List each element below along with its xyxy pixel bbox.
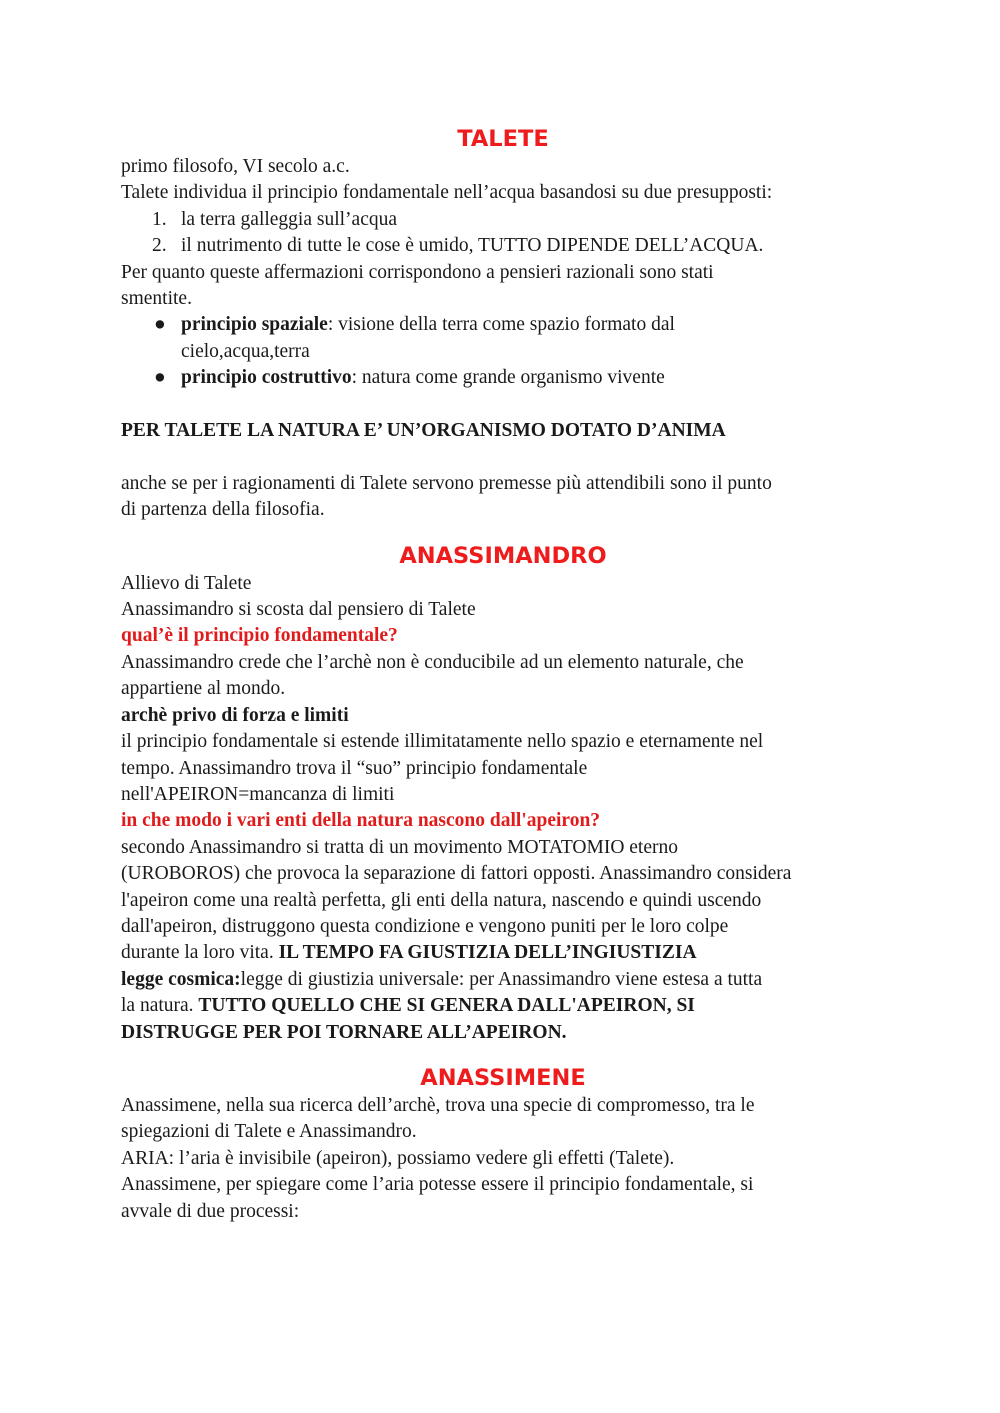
bold-text: TUTTO QUELLO CHE SI GENERA DALL'APEIRON, SI xyxy=(198,995,695,1017)
list-item xyxy=(121,312,891,365)
bullet-text: : visione della terra come spazio formato dal xyxy=(327,314,675,336)
bold-heading: archè privo di forza e limiti xyxy=(121,704,349,726)
paragraph-line xyxy=(121,993,891,1019)
paragraph: ARIA: l’aria è invisibile (apeiron), possiamo vedere gli effetti (Talete). xyxy=(121,1147,675,1169)
bullet-icon: ● xyxy=(154,314,166,336)
bullet-term: principio spaziale xyxy=(181,314,328,336)
paragraph: nell'APEIRON=mancanza di limiti xyxy=(121,783,395,805)
paragraph: primo filosofo, VI secolo a.c. xyxy=(121,156,350,177)
section-title-talete: TALETE xyxy=(457,126,549,152)
paragraph: Anassimandro crede che l’archè non è conducibile ad un elemento naturale, che xyxy=(121,651,744,673)
bold-text: IL TEMPO FA GIUSTIZIA DELL’INGIUSTIZIA xyxy=(278,942,697,964)
paragraph: dall'apeiron, distruggono questa condizione e vengono puniti per le loro colpe xyxy=(121,915,729,937)
paragraph-line xyxy=(121,940,891,966)
paragraph: Allievo di Talete xyxy=(121,572,252,594)
bullet-text: cielo,acqua,terra xyxy=(181,340,310,362)
list-item xyxy=(121,207,891,233)
bold-text: DISTRUGGE PER POI TORNARE ALL’APEIRON. xyxy=(121,1021,567,1043)
section-title-anassimandro: ANASSIMANDRO xyxy=(399,542,607,569)
paragraph: avvale di due processi: xyxy=(121,1200,300,1222)
list-number: 1. xyxy=(152,208,167,230)
paragraph: spiegazioni di Talete e Anassimandro. xyxy=(121,1121,417,1143)
list-item xyxy=(121,365,891,391)
list-item-text: il nutrimento di tutte le cose è umido, TUTTO DIPENDE DELL’ACQUA. xyxy=(181,235,764,257)
paragraph: Anassimene, nella sua ricerca dell’archè, trova una specie di compromesso, tra le xyxy=(121,1094,755,1116)
paragraph: smentite. xyxy=(121,288,192,310)
text: legge di giustizia universale: per Anassimandro viene estesa a tutta xyxy=(240,968,763,990)
bold-text: legge cosmica: xyxy=(121,968,241,990)
section-title-anassimene: ANASSIMENE xyxy=(420,1064,586,1091)
paragraph: Anassimene, per spiegare come l’aria potesse essere il principio fondamentale, si xyxy=(121,1174,754,1196)
document-content xyxy=(121,124,891,1225)
paragraph: il principio fondamentale si estende illimitatamente nello spazio e eternamente nel xyxy=(121,731,764,753)
paragraph-line xyxy=(121,967,891,993)
bullet-text: : natura come grande organismo vivente xyxy=(351,367,665,389)
paragraph: anche se per i ragionamenti di Talete servono premesse più attendibili sono il punto xyxy=(121,472,772,494)
text: la natura. xyxy=(121,995,199,1017)
list-number: 2. xyxy=(152,235,167,257)
bullet-list xyxy=(121,312,891,391)
numbered-list xyxy=(121,207,891,260)
paragraph: tempo. Anassimandro trova il “suo” principio fondamentale xyxy=(121,757,588,779)
text: durante la loro vita. xyxy=(121,942,279,964)
red-question: qual’è il principio fondamentale? xyxy=(121,625,398,647)
paragraph: Anassimandro si scosta dal pensiero di Talete xyxy=(121,599,476,621)
list-item-text: la terra galleggia sull’acqua xyxy=(181,208,398,230)
bullet-term: principio costruttivo xyxy=(181,367,352,389)
bullet-icon: ● xyxy=(154,367,166,389)
paragraph: appartiene al mondo. xyxy=(121,678,286,700)
paragraph: di partenza della filosofia. xyxy=(121,499,325,521)
paragraph: secondo Anassimandro si tratta di un movimento MOTATOMIO eterno xyxy=(121,836,678,858)
paragraph: l'apeiron come una realtà perfetta, gli enti della natura, nascendo e quindi uscendo xyxy=(121,889,762,911)
bold-statement: PER TALETE LA NATURA E’ UN’ORGANISMO DOTATO D’ANIMA xyxy=(121,420,726,442)
paragraph: (UROBOROS) che provoca la separazione di fattori opposti. Anassimandro considera xyxy=(121,863,792,885)
paragraph: Per quanto queste affermazioni corrispondono a pensieri razionali sono stati xyxy=(121,261,714,283)
paragraph: Talete individua il principio fondamentale nell’acqua basandosi su due presupposti: xyxy=(121,182,773,204)
list-item xyxy=(121,233,891,259)
red-question: in che modo i vari enti della natura nascono dall'apeiron? xyxy=(121,810,601,832)
